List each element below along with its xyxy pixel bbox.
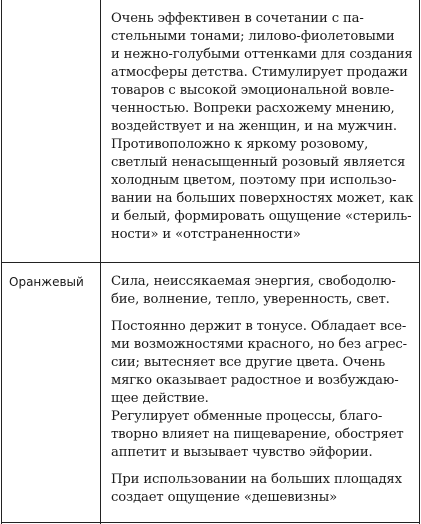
text-line: щее действие. xyxy=(111,391,209,406)
text-line: светлый ненасыщенный розовый является xyxy=(111,155,406,170)
text-line: Очень эффективен в сочетании с па- xyxy=(111,11,364,26)
table-border-bottom xyxy=(1,522,420,523)
text-line: вании на больших поверхностях может, как xyxy=(111,191,414,206)
text-line: создает ощущение «дешевизны» xyxy=(111,490,338,505)
text-line: сии; вытесняет все другие цвета. Очень xyxy=(111,355,386,370)
paragraph xyxy=(111,471,415,507)
text-line: Сила, неиссякаемая энергия, свободолю- xyxy=(111,274,396,289)
text-line: холодным цветом, поэтому при использо- xyxy=(111,173,397,188)
paragraph xyxy=(111,10,415,244)
text-line: товаров с высокой эмоциональной вовле- xyxy=(111,83,394,98)
text-line: творно влияет на пищеварение, обостряет xyxy=(111,427,404,442)
table-row-2-description xyxy=(111,273,415,507)
text-line: аппетит и вызывает чувство эйфории. xyxy=(111,445,373,460)
table-row-2-color-name: Оранжевый xyxy=(9,275,84,289)
paragraph xyxy=(111,273,415,309)
table-row-1-description xyxy=(111,10,415,244)
text-line: воздействует и на женщин, и на мужчин. xyxy=(111,119,397,134)
text-line: ности» и «отстраненности» xyxy=(111,227,301,242)
text-line: Противоположно к яркому розовому, xyxy=(111,137,369,152)
text-line: Регулирует обменные процессы, благо- xyxy=(111,409,383,424)
text-line: стельными тонами; лилово-фиолетовыми xyxy=(111,29,395,44)
row-divider xyxy=(1,262,420,263)
text-line: атмосферы детства. Стимулирует продажи xyxy=(111,65,408,80)
text-line: мягко оказывает радостное и возбуждаю- xyxy=(111,373,399,388)
text-line: ми возможностями красного, но без агрес- xyxy=(111,337,407,352)
text-line: При использовании на больших площадях xyxy=(111,472,402,487)
paragraph xyxy=(111,318,415,462)
text-line: бие, волнение, тепло, уверенность, свет. xyxy=(111,292,390,307)
text-line: Постоянно держит в тонусе. Обладает все- xyxy=(111,319,407,334)
text-line: и белый, формировать ощущение «стериль- xyxy=(111,209,412,224)
text-line: ченностью. Вопреки расхожему мнению, xyxy=(111,101,395,116)
text-line: и нежно-голубыми оттенками для создания xyxy=(111,47,413,62)
